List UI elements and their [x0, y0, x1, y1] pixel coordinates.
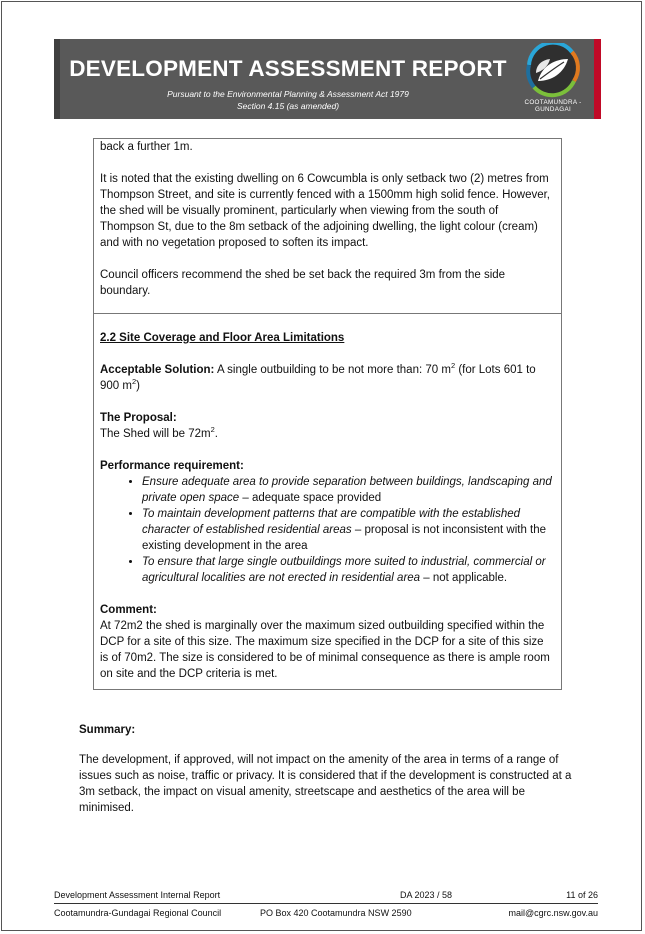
setback-paragraph-3: Council officers recommend the shed be set back the required 3m from the side boundary.	[100, 269, 506, 297]
report-header-banner	[54, 39, 601, 119]
requirement-italic: Ensure adequate area to provide separation between buildings, landscaping and private open space	[142, 476, 552, 504]
requirement-italic: To ensure that large single outbuildings more suited to industrial, commercial or agricultural localities are not erected in residential area	[142, 556, 546, 584]
requirement-note: – adequate space provided	[239, 492, 382, 504]
comment-label: Comment:	[100, 604, 157, 616]
report-subtitle-section: Section 4.15 (as amended)	[236, 101, 340, 111]
proposal-text	[100, 426, 553, 442]
acceptable-solution-label: Acceptable Solution:	[100, 364, 215, 376]
requirement-italic: To maintain development patterns that are compatible with the established character of established residential areas	[142, 508, 521, 536]
requirement-note: – proposal is not inconsistent with the existing development in the area	[142, 524, 547, 552]
requirements-list	[100, 474, 553, 586]
list-item	[142, 474, 553, 506]
acceptable-solution-text-c: )	[136, 380, 140, 392]
report-subtitle-act: Pursuant to the Environmental Planning & Assessment Act 1979	[167, 89, 409, 99]
comment-text: At 72m2 the shed is marginally over the maximum sized outbuilding specified within the DCP for a site of this size. The maximum size specified in the DCP for a site of this size is of 70m2. The size is considered to be of minimal consequence as there is ample room on site and the DCP criteria is met.	[100, 620, 550, 680]
proposal-text-end: .	[214, 428, 218, 440]
summary-body: The development, if approved, will not impact on the amenity of the area in terms of a range of issues such as noise, traffic or privacy. It is considered that if the development is constructed at a 3m setback, the impact on visual amenity, streetscape and aesthetics of the area will be minimised.	[79, 754, 572, 814]
footer-page-number: 11 of 26	[566, 890, 598, 900]
footer-report-name: Development Assessment Internal Report	[54, 890, 221, 900]
footer-address: PO Box 420 Cootamundra NSW 2590	[260, 908, 412, 918]
footer-council-name: Cootamundra-Gundagai Regional Council	[54, 908, 222, 918]
proposal-label: The Proposal:	[100, 412, 177, 424]
setback-section-box	[93, 138, 562, 314]
logo-wordmark-line2: GUNDAGAI	[535, 106, 571, 113]
logo-wordmark-line1: COOTAMUNDRA -	[524, 99, 582, 106]
list-item	[142, 506, 553, 554]
footer-da-number: DA 2023 / 58	[400, 890, 453, 900]
requirement-note: – not applicable.	[420, 572, 508, 584]
footer-divider	[54, 903, 598, 904]
proposal-text-main: The Shed will be 72m	[100, 428, 211, 440]
acceptable-solution-text-a: A single outbuilding to be not more than: 70 m	[216, 364, 451, 376]
list-item	[142, 554, 553, 586]
superscript-2: 2	[210, 425, 215, 435]
superscript-2: 2	[131, 377, 137, 387]
acceptable-solution-text-b: (for Lots 601 to 900 m	[100, 364, 536, 392]
setback-paragraph-1: back a further 1m.	[100, 141, 193, 153]
leaf-emblem-icon	[520, 43, 586, 99]
section-heading: 2.2 Site Coverage and Floor Area Limitations	[100, 332, 345, 344]
council-logo	[520, 43, 592, 115]
footer-email: mail@cgrc.nsw.gov.au	[508, 908, 598, 918]
acceptable-solution	[100, 362, 553, 394]
report-title: DEVELOPMENT ASSESSMENT REPORT	[69, 56, 507, 81]
summary-title: Summary:	[79, 724, 136, 736]
banner-accent-stripe	[594, 39, 601, 119]
site-coverage-section-box	[93, 313, 562, 690]
performance-label: Performance requirement:	[100, 460, 244, 472]
setback-paragraph-2: It is noted that the existing dwelling on 6 Cowcumbla is only setback two (2) metres from Thompson Street, and site is currently fenced with a 1500mm high solid fence. However, the shed will be visually prominent, particularly when viewing from the south of Thompson St, due to the 8m setback of the adjoining dwelling, the light colour (cream) and with no vegetation proposed to soften its impact.	[100, 173, 551, 249]
superscript-2: 2	[450, 361, 456, 371]
